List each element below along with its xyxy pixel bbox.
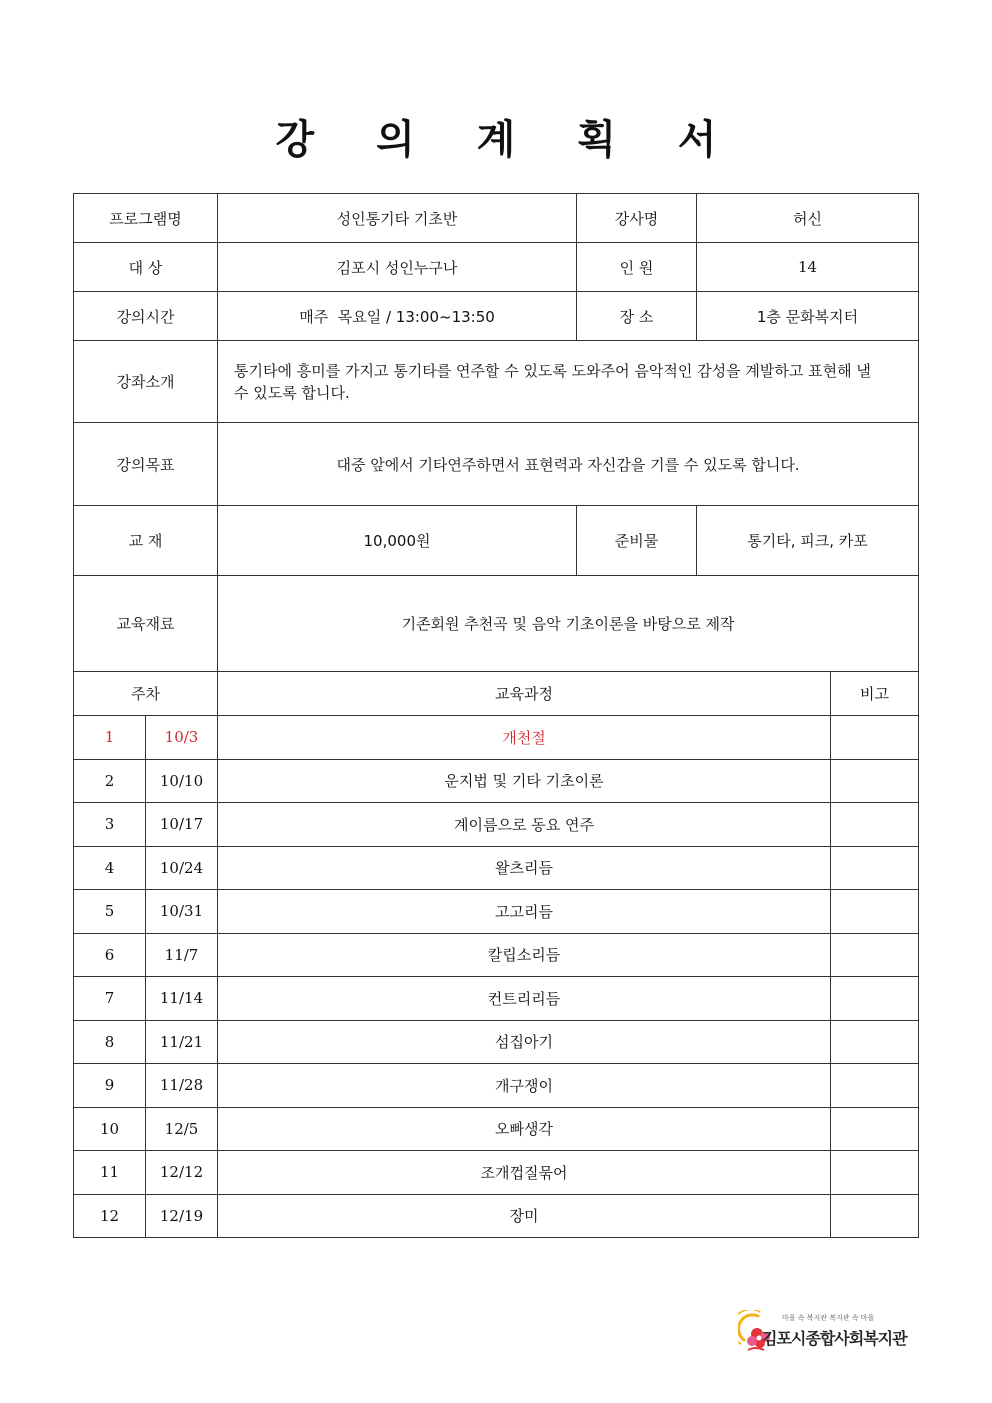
- headcount-value: 14: [697, 243, 919, 292]
- schedule-row: [74, 1064, 919, 1108]
- time-value: 매주 목요일 / 13:00~13:50: [218, 292, 577, 341]
- textbook-value: 10,000원: [218, 506, 577, 576]
- week-date: 11/28: [146, 1064, 218, 1108]
- schedule-row: [74, 933, 919, 977]
- program-value: 성인통기타 기초반: [218, 194, 577, 243]
- schedule-header-row: [74, 672, 919, 716]
- lecture-plan-table: [73, 193, 919, 1238]
- week-date: 12/5: [146, 1107, 218, 1151]
- course-title: 개구쟁이: [218, 1064, 831, 1108]
- week-date: 12/19: [146, 1194, 218, 1238]
- week-number: 10: [74, 1107, 146, 1151]
- week-date: 10/10: [146, 759, 218, 803]
- week-date: 11/7: [146, 933, 218, 977]
- week-number: 5: [74, 890, 146, 934]
- course-title: 개천절: [218, 716, 831, 760]
- supplies-value: 통기타, 피크, 카포: [697, 506, 919, 576]
- headcount-label: 인 원: [577, 243, 697, 292]
- week-number: 9: [74, 1064, 146, 1108]
- row-program: [74, 194, 919, 243]
- week-number: 2: [74, 759, 146, 803]
- header-note: 비고: [831, 672, 919, 716]
- header-week: 주차: [74, 672, 218, 716]
- course-note: [831, 1151, 919, 1195]
- material-value: 기존회원 추천곡 및 음악 기초이론을 바탕으로 제작: [218, 576, 919, 672]
- row-time: [74, 292, 919, 341]
- supplies-label: 준비물: [577, 506, 697, 576]
- week-number: 8: [74, 1020, 146, 1064]
- course-note: [831, 1194, 919, 1238]
- intro-value: 통기타에 흥미를 가지고 통기타를 연주할 수 있도록 도와주어 음악적인 감성을 계발하고 표현해 낼 수 있도록 합니다.: [218, 341, 919, 423]
- row-goal: [74, 423, 919, 506]
- instructor-value: 허신: [697, 194, 919, 243]
- week-number: 11: [74, 1151, 146, 1195]
- time-label: 강의시간: [74, 292, 218, 341]
- schedule-row: [74, 846, 919, 890]
- schedule-row: [74, 890, 919, 934]
- goal-value: 대중 앞에서 기타연주하면서 표현력과 자신감을 기를 수 있도록 합니다.: [218, 423, 919, 506]
- course-note: [831, 1020, 919, 1064]
- course-note: [831, 977, 919, 1021]
- course-title: 컨트리리듬: [218, 977, 831, 1021]
- material-label: 교육재료: [74, 576, 218, 672]
- week-number: 6: [74, 933, 146, 977]
- course-title: 계이름으로 동요 연주: [218, 803, 831, 847]
- week-date: 11/14: [146, 977, 218, 1021]
- course-title: 섬집아기: [218, 1020, 831, 1064]
- week-number: 1: [74, 716, 146, 760]
- week-date: 10/17: [146, 803, 218, 847]
- course-note: [831, 803, 919, 847]
- target-value: 김포시 성인누구나: [218, 243, 577, 292]
- schedule-row: [74, 716, 919, 760]
- course-title: 오빠생각: [218, 1107, 831, 1151]
- week-number: 4: [74, 846, 146, 890]
- row-material: [74, 576, 919, 672]
- course-note: [831, 846, 919, 890]
- schedule-row: [74, 1107, 919, 1151]
- course-title: 왈츠리듬: [218, 846, 831, 890]
- schedule-row: [74, 1194, 919, 1238]
- course-note: [831, 759, 919, 803]
- program-label: 프로그램명: [74, 194, 218, 243]
- course-title: 장미: [218, 1194, 831, 1238]
- instructor-label: 강사명: [577, 194, 697, 243]
- target-label: 대 상: [74, 243, 218, 292]
- organization-logo: [738, 1308, 928, 1358]
- textbook-label: 교 재: [74, 506, 218, 576]
- goal-label: 강의목표: [74, 423, 218, 506]
- week-date: 10/31: [146, 890, 218, 934]
- week-date: 10/3: [146, 716, 218, 760]
- course-note: [831, 933, 919, 977]
- schedule-body: [74, 716, 919, 1238]
- header-course: 교육과정: [218, 672, 831, 716]
- course-note: [831, 1107, 919, 1151]
- schedule-row: [74, 1151, 919, 1195]
- week-number: 7: [74, 977, 146, 1021]
- page-title: 강 의 계 획 서: [275, 117, 741, 163]
- schedule-row: [74, 803, 919, 847]
- course-title: 칼립소리듬: [218, 933, 831, 977]
- week-date: 10/24: [146, 846, 218, 890]
- course-note: [831, 890, 919, 934]
- week-number: 3: [74, 803, 146, 847]
- week-date: 11/21: [146, 1020, 218, 1064]
- logo-tagline: 마을 속 복지관 복지관 속 마을: [782, 1314, 875, 1322]
- course-note: [831, 716, 919, 760]
- intro-label: 강좌소개: [74, 341, 218, 423]
- course-title: 고고리듬: [218, 890, 831, 934]
- row-intro: [74, 341, 919, 423]
- course-title: 운지법 및 기타 기초이론: [218, 759, 831, 803]
- schedule-row: [74, 1020, 919, 1064]
- place-label: 장 소: [577, 292, 697, 341]
- schedule-row: [74, 759, 919, 803]
- week-date: 12/12: [146, 1151, 218, 1195]
- logo-name: 김포시종합사회복지관: [762, 1329, 907, 1348]
- place-value: 1층 문화복지터: [697, 292, 919, 341]
- course-note: [831, 1064, 919, 1108]
- course-title: 조개껍질묶어: [218, 1151, 831, 1195]
- row-textbook: [74, 506, 919, 576]
- schedule-row: [74, 977, 919, 1021]
- week-number: 12: [74, 1194, 146, 1238]
- row-target: [74, 243, 919, 292]
